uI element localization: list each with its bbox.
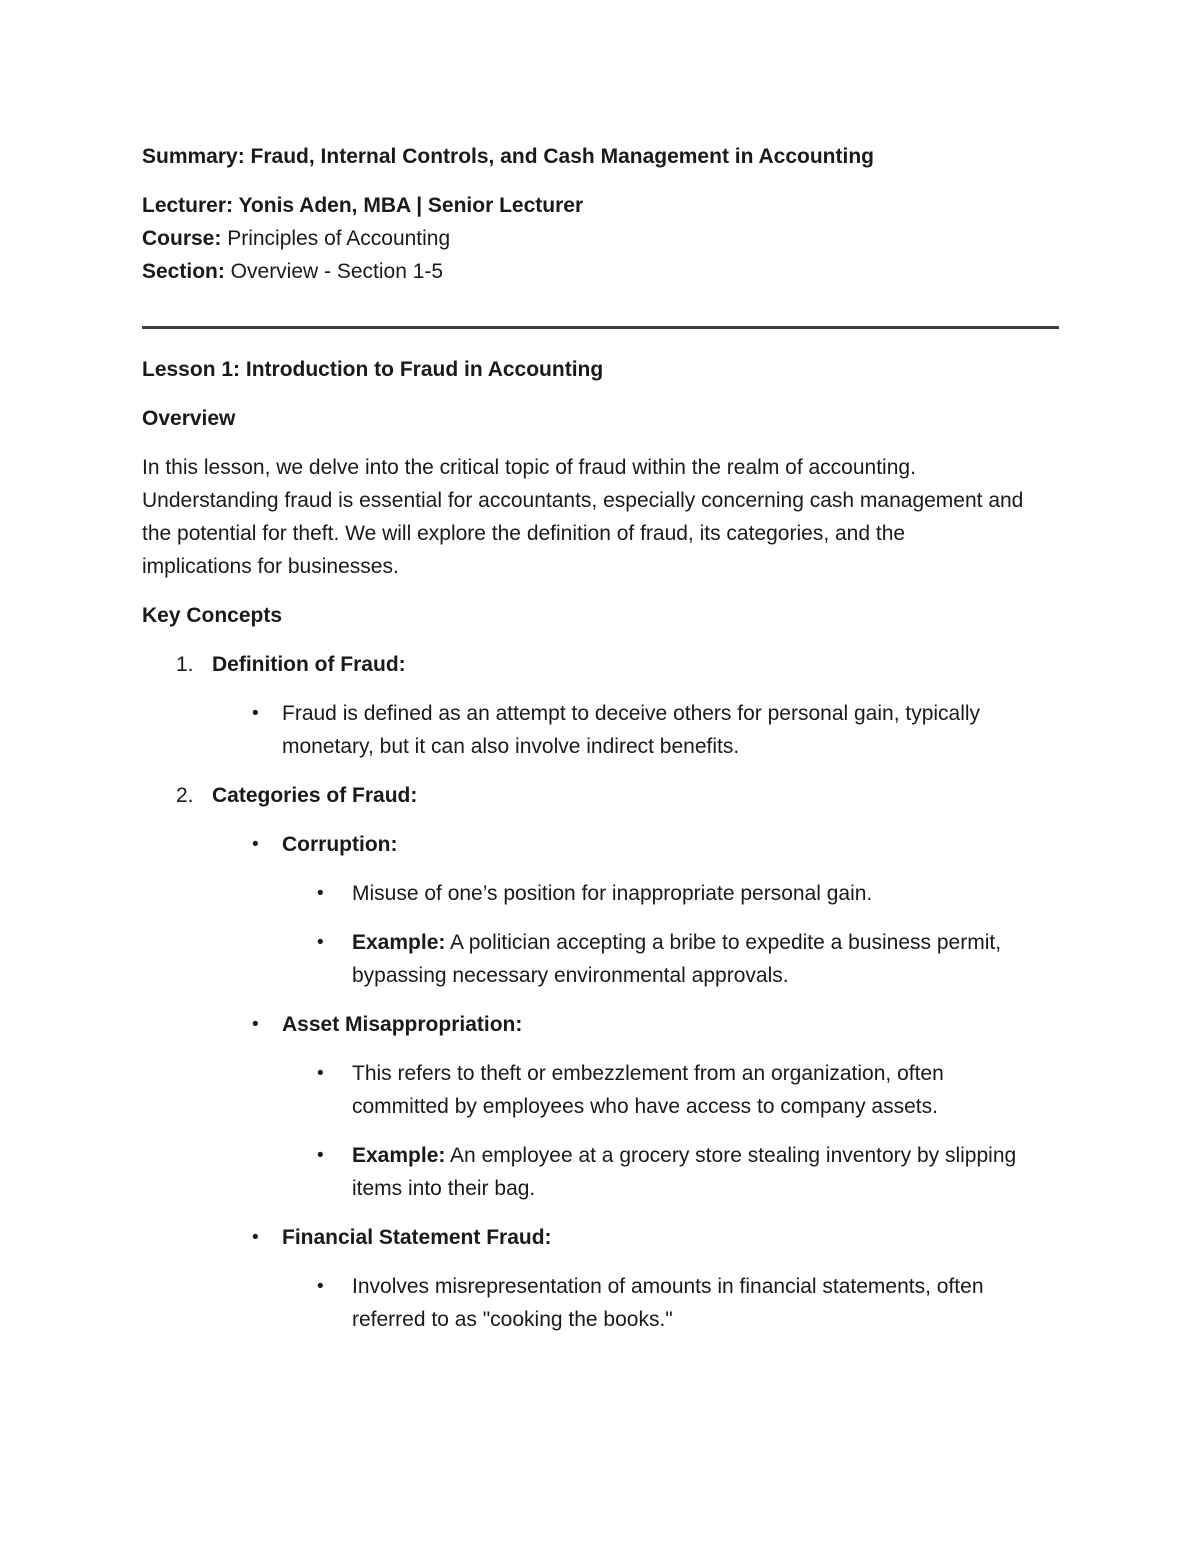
category-financial-statement-fraud: [142, 1221, 1060, 1254]
sub-bullet-text-line: referred to as "cooking the books.": [352, 1308, 673, 1331]
example-text: A politician accepting a bribe to expedite a business permit,: [445, 931, 1002, 954]
example-label: Example:: [352, 1144, 446, 1167]
sub-bullet-text-line: [352, 1139, 1060, 1172]
list-number: 2.: [176, 784, 194, 807]
sub-bullet-text-line: items into their bag.: [352, 1177, 536, 1200]
section-line: [142, 255, 1060, 288]
sub-bullet-item: [142, 1139, 1060, 1205]
bullet-icon: •: [252, 703, 259, 724]
document-title: Summary: Fraud, Internal Controls, and Cash Management in Accounting: [142, 145, 874, 168]
overview-heading: Overview: [142, 407, 236, 430]
bullet-icon: •: [317, 1145, 324, 1166]
paragraph-line: implications for businesses.: [142, 555, 399, 578]
category-name: Asset Misappropriation:: [282, 1013, 523, 1036]
bullet-text-line: Fraud is defined as an attempt to deceive others for personal gain, typically: [282, 702, 981, 725]
category-corruption: [142, 828, 1060, 861]
lesson-title: Lesson 1: Introduction to Fraud in Accounting: [142, 358, 604, 381]
section-label: Section:: [142, 260, 225, 283]
bullet-icon: •: [317, 1063, 324, 1084]
bullet-icon: •: [252, 1014, 259, 1035]
document-body: [142, 140, 1060, 1336]
bullet-item: [142, 697, 1060, 763]
bullet-icon: •: [252, 834, 259, 855]
example-label: Example:: [352, 931, 446, 954]
sub-bullet-item: [142, 926, 1060, 992]
sub-bullet-text-line: This refers to theft or embezzlement from an organization, often: [352, 1062, 944, 1085]
sub-bullet-item: [142, 877, 1060, 910]
horizontal-rule: [142, 326, 1059, 329]
sub-bullet-text-line: Involves misrepresentation of amounts in financial statements, often: [352, 1275, 984, 1298]
numbered-item-definition: [142, 648, 1060, 681]
bullet-icon: •: [252, 1227, 259, 1248]
bullet-icon: •: [317, 932, 324, 953]
paragraph-line: Understanding fraud is essential for accountants, especially concerning cash management and: [142, 489, 1024, 512]
numbered-item-categories: [142, 779, 1060, 812]
section-value: Overview - Section 1-5: [224, 260, 444, 283]
overview-paragraph: [142, 451, 1060, 583]
example-text: An employee at a grocery store stealing inventory by slipping: [445, 1144, 1017, 1167]
bullet-icon: •: [317, 1276, 324, 1297]
paragraph-line: In this lesson, we delve into the critical topic of fraud within the realm of accounting.: [142, 456, 916, 479]
sub-bullet-item: [142, 1270, 1060, 1336]
sub-bullet-text-line: Misuse of one’s position for inappropriate personal gain.: [352, 882, 873, 905]
concept-heading: Categories of Fraud:: [212, 784, 418, 807]
sub-bullet-text-line: [352, 926, 1060, 959]
paragraph-line: the potential for theft. We will explore the definition of fraud, its categories, and the: [142, 522, 906, 545]
lecturer-line: Lecturer: Yonis Aden, MBA | Senior Lecturer: [142, 194, 584, 217]
bullet-icon: •: [317, 883, 324, 904]
course-line: [142, 222, 1060, 255]
concept-heading: Definition of Fraud:: [212, 653, 406, 676]
course-value: Principles of Accounting: [221, 227, 451, 250]
sub-bullet-text-line: committed by employees who have access to company assets.: [352, 1095, 938, 1118]
category-name: Corruption:: [282, 833, 398, 856]
course-label: Course:: [142, 227, 222, 250]
bullet-text-line: monetary, but it can also involve indirect benefits.: [282, 735, 740, 758]
key-concepts-heading: Key Concepts: [142, 604, 283, 627]
sub-bullet-item: [142, 1057, 1060, 1123]
category-asset-misappropriation: [142, 1008, 1060, 1041]
sub-bullet-text-line: bypassing necessary environmental approvals.: [352, 964, 789, 987]
list-number: 1.: [176, 653, 194, 676]
category-name: Financial Statement Fraud:: [282, 1226, 552, 1249]
